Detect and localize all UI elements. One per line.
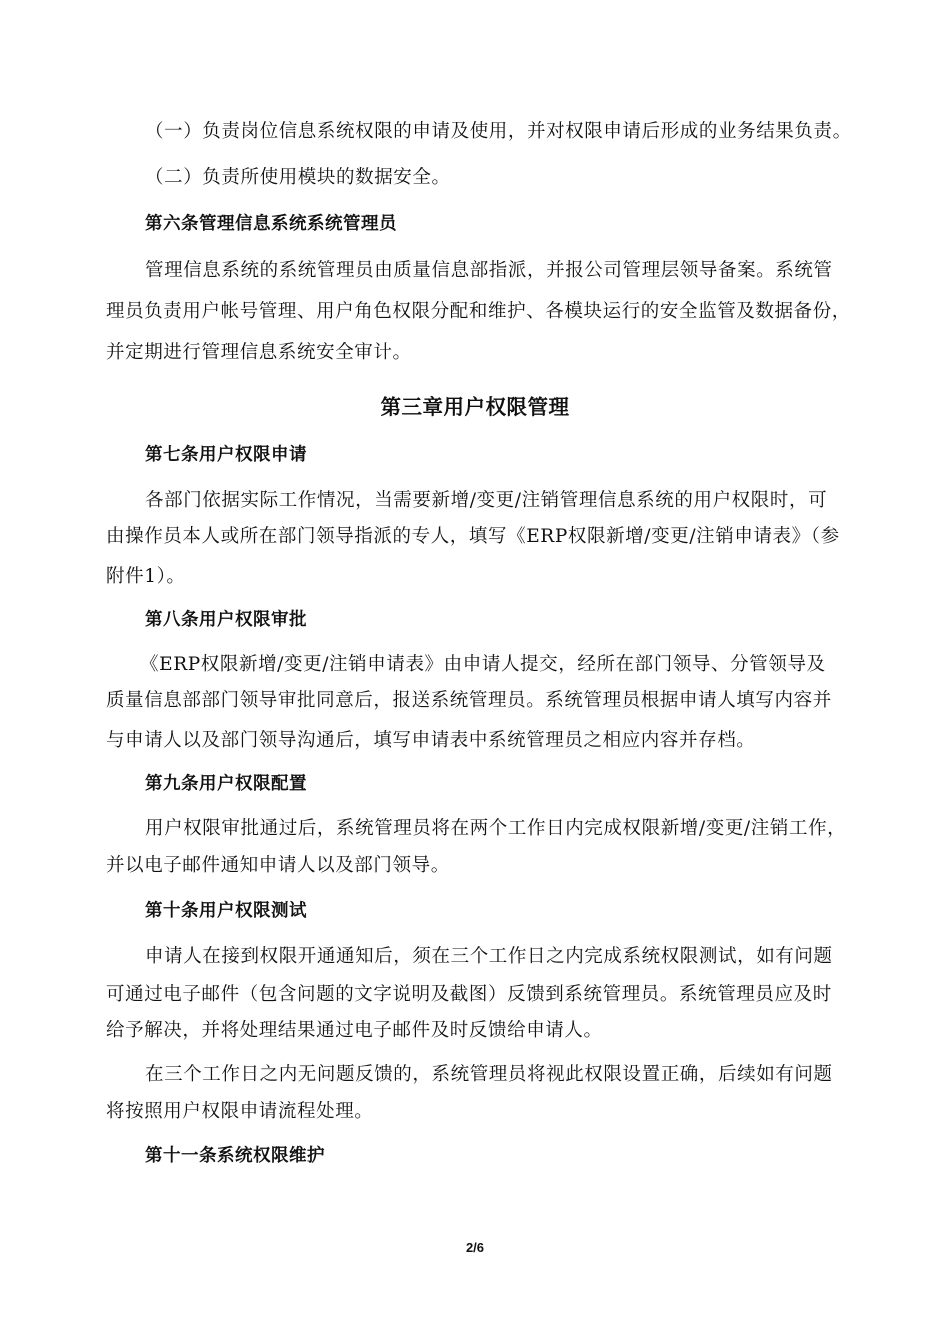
article-9-line: 用户权限审批通过后，系统管理员将在两个工作日内完成权限新增/变更/注销工作， bbox=[145, 818, 847, 839]
article-10-line: 可通过电子邮件（包含问题的文字说明及截图）反馈到系统管理员。系统管理员应及时 bbox=[106, 984, 832, 1005]
article-10-line: 申请人在接到权限开通通知后，须在三个工作日之内完成系统权限测试，如有问题 bbox=[145, 946, 833, 967]
article-8-heading: 第八条用户权限审批 bbox=[145, 610, 307, 630]
article-6-line: 理员负责用户帐号管理、用户角色权限分配和维护、各模块运行的安全监管及数据备份， bbox=[106, 301, 851, 322]
article-10-line: 将按照用户权限申请流程处理。 bbox=[106, 1101, 374, 1122]
chapter-title: 第三章用户权限管理 bbox=[380, 395, 570, 419]
article-6-line: 管理信息系统的系统管理员由质量信息部指派，并报公司管理层领导备案。系统管 bbox=[145, 260, 833, 281]
article-8-line: 与申请人以及部门领导沟通后，填写申请表中系统管理员之相应内容并存档。 bbox=[106, 730, 756, 751]
article-9-line: 并以电子邮件通知申请人以及部门领导。 bbox=[106, 855, 450, 876]
article-9-heading: 第九条用户权限配置 bbox=[145, 774, 307, 794]
article-8-line: 《ERP权限新增/变更/注销申请表》由申请人提交，经所在部门领导、分管领导及 bbox=[140, 654, 826, 675]
article-7-line: 由操作员本人或所在部门领导指派的专人，填写《ERP权限新增/变更/注销申请表》（参 bbox=[106, 526, 840, 547]
item-2: （二）负责所使用模块的数据安全。 bbox=[145, 167, 451, 188]
article-11-heading: 第十一条系统权限维护 bbox=[145, 1146, 325, 1166]
article-7-heading: 第七条用户权限申请 bbox=[145, 445, 307, 465]
article-6-heading: 第六条管理信息系统系统管理员 bbox=[145, 214, 397, 234]
article-10-line: 给予解决，并将处理结果通过电子邮件及时反馈给申请人。 bbox=[106, 1020, 603, 1041]
article-7-line: 附件1）。 bbox=[106, 566, 186, 587]
item-1: （一）负责岗位信息系统权限的申请及使用，并对权限申请后形成的业务结果负责。 bbox=[145, 121, 852, 142]
article-10-line: 在三个工作日之内无问题反馈的，系统管理员将视此权限设置正确，后续如有问题 bbox=[145, 1064, 833, 1085]
article-6-line: 并定期进行管理信息系统安全审计。 bbox=[106, 342, 412, 363]
article-7-line: 各部门依据实际工作情况，当需要新增/变更/注销管理信息系统的用户权限时，可 bbox=[145, 490, 828, 511]
article-10-heading: 第十条用户权限测试 bbox=[145, 901, 307, 921]
page-number: 2/6 bbox=[465, 1240, 485, 1255]
article-8-line: 质量信息部部门领导审批同意后，报送系统管理员。系统管理员根据申请人填写内容并 bbox=[106, 690, 832, 711]
